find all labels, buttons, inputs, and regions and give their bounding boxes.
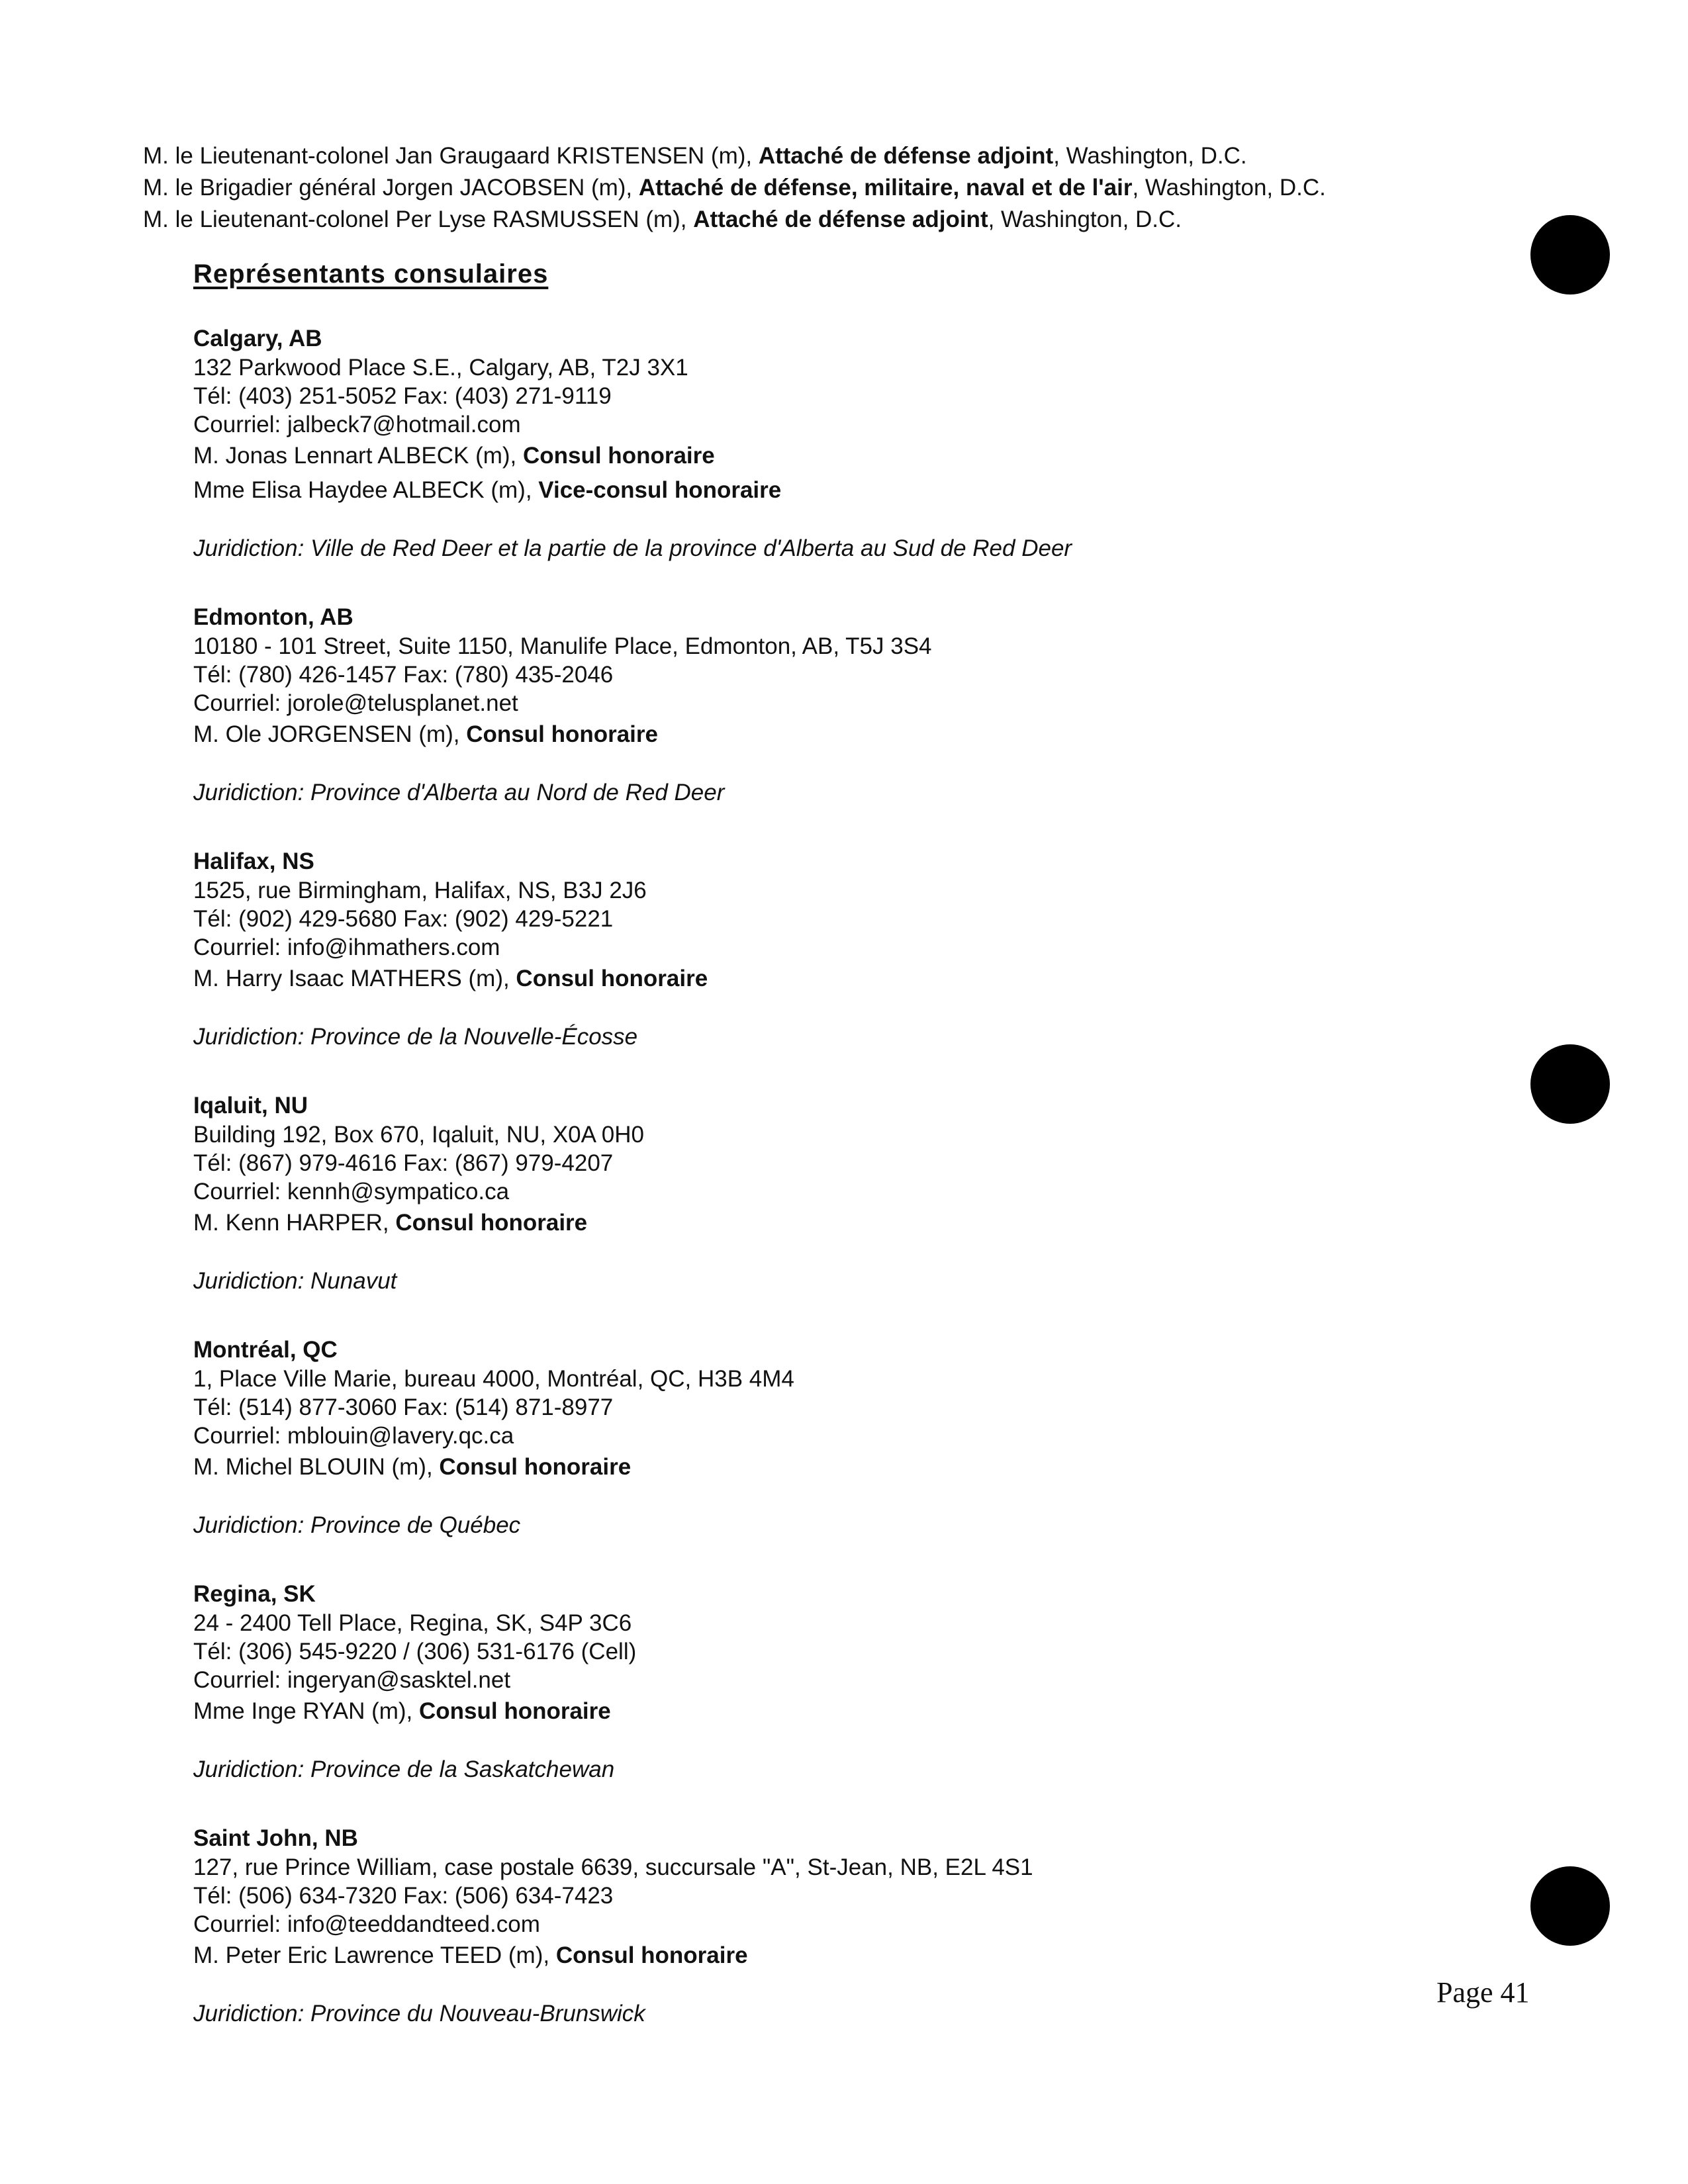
office-jurisdiction: Juridiction: Province de la Nouvelle-Écosse xyxy=(193,1024,638,1050)
office-city: Montréal, QC xyxy=(193,1337,338,1363)
person-title: Consul honoraire xyxy=(516,966,708,991)
office-phone: Tél: (780) 426-1457 Fax: (780) 435-2046 xyxy=(193,662,614,688)
person-title: Consul honoraire xyxy=(439,1454,632,1480)
attache-title: Attaché de défense adjoint xyxy=(758,143,1054,169)
office-iqaluit xyxy=(193,1091,1517,1296)
office-calgary xyxy=(193,324,1517,563)
person-title: Consul honoraire xyxy=(466,721,658,747)
person-name: M. Harry Isaac MATHERS (m), xyxy=(193,966,516,991)
office-montreal xyxy=(193,1336,1517,1540)
office-phone: Tél: (902) 429-5680 Fax: (902) 429-5221 xyxy=(193,906,614,932)
person-name: Mme Elisa Haydee ALBECK (m), xyxy=(193,477,539,503)
punch-hole-bottom xyxy=(1530,1866,1610,1946)
person-name: M. Kenn HARPER, xyxy=(193,1210,396,1236)
office-person xyxy=(193,962,1517,996)
office-edmonton xyxy=(193,603,1517,807)
person-title: Consul honoraire xyxy=(395,1210,588,1236)
attache-list xyxy=(143,140,1326,236)
office-address: 132 Parkwood Place S.E., Calgary, AB, T2J 3X1 xyxy=(193,355,688,381)
office-person xyxy=(193,1450,1517,1484)
office-halifax xyxy=(193,847,1517,1052)
office-city: Halifax, NS xyxy=(193,848,314,874)
office-email: Courriel: info@ihmathers.com xyxy=(193,934,500,960)
office-address: 10180 - 101 Street, Suite 1150, Manulife Place, Edmonton, AB, T5J 3S4 xyxy=(193,633,932,659)
consular-offices xyxy=(193,324,1517,2068)
attache-location: , Washington, D.C. xyxy=(1132,175,1326,201)
office-city: Regina, SK xyxy=(193,1581,316,1607)
office-person xyxy=(193,1938,1517,1973)
person-name: M. Peter Eric Lawrence TEED (m), xyxy=(193,1942,556,1968)
office-email: Courriel: kennh@sympatico.ca xyxy=(193,1179,510,1205)
office-jurisdiction: Juridiction: Province du Nouveau-Brunswick xyxy=(193,2001,645,2026)
person-name: M. Ole JORGENSEN (m), xyxy=(193,721,467,747)
office-city: Calgary, AB xyxy=(193,326,322,351)
attache-name: M. le Brigadier général Jorgen JACOBSEN (m), xyxy=(143,175,639,201)
office-email: Courriel: jorole@telusplanet.net xyxy=(193,690,518,716)
office-person xyxy=(193,473,1517,508)
office-address: 1, Place Ville Marie, bureau 4000, Montréal, QC, H3B 4M4 xyxy=(193,1366,794,1392)
office-email: Courriel: info@teeddandteed.com xyxy=(193,1911,540,1937)
section-title: Représentants consulaires xyxy=(193,259,549,289)
person-name: Mme Inge RYAN (m), xyxy=(193,1698,419,1724)
page-number: Page 41 xyxy=(1436,1976,1530,2009)
person-title: Vice-consul honoraire xyxy=(538,477,782,503)
person-title: Consul honoraire xyxy=(555,1942,748,1968)
office-address: 1525, rue Birmingham, Halifax, NS, B3J 2J6 xyxy=(193,878,647,903)
office-email: Courriel: ingeryan@sasktel.net xyxy=(193,1667,511,1693)
office-address: 24 - 2400 Tell Place, Regina, SK, S4P 3C6 xyxy=(193,1610,632,1636)
office-phone: Tél: (506) 634-7320 Fax: (506) 634-7423 xyxy=(193,1883,614,1909)
office-person xyxy=(193,439,1517,473)
office-phone: Tél: (514) 877-3060 Fax: (514) 871-8977 xyxy=(193,1394,614,1420)
office-saint-john xyxy=(193,1824,1517,2028)
person-title: Consul honoraire xyxy=(419,1698,611,1724)
office-jurisdiction: Juridiction: Ville de Red Deer et la partie de la province d'Alberta au Sud de Red Deer xyxy=(193,535,1072,561)
office-phone: Tél: (867) 979-4616 Fax: (867) 979-4207 xyxy=(193,1150,614,1176)
person-name: M. Michel BLOUIN (m), xyxy=(193,1454,440,1480)
attache-location: , Washington, D.C. xyxy=(1053,143,1247,169)
attache-line xyxy=(143,172,1326,204)
office-city: Edmonton, AB xyxy=(193,604,353,630)
office-address: 127, rue Prince William, case postale 6639, succursale "A", St-Jean, NB, E2L 4S1 xyxy=(193,1854,1033,1880)
attache-title: Attaché de défense, militaire, naval et de l'air xyxy=(638,175,1133,201)
office-city: Iqaluit, NU xyxy=(193,1093,308,1118)
office-phone: Tél: (403) 251-5052 Fax: (403) 271-9119 xyxy=(193,383,612,409)
office-jurisdiction: Juridiction: Province de Québec xyxy=(193,1512,521,1538)
attache-location: , Washington, D.C. xyxy=(988,206,1182,232)
office-phone: Tél: (306) 545-9220 / (306) 531-6176 (Cell) xyxy=(193,1639,637,1664)
office-person xyxy=(193,717,1517,752)
punch-hole-top xyxy=(1530,215,1610,295)
office-jurisdiction: Juridiction: Province de la Saskatchewan xyxy=(193,1756,615,1782)
attache-line xyxy=(143,140,1326,172)
office-person xyxy=(193,1694,1517,1729)
office-city: Saint John, NB xyxy=(193,1825,358,1851)
attache-line xyxy=(143,204,1326,236)
attache-title: Attaché de défense adjoint xyxy=(693,206,988,232)
person-title: Consul honoraire xyxy=(522,443,715,469)
attache-name: M. le Lieutenant-colonel Jan Graugaard KRISTENSEN (m), xyxy=(143,143,759,169)
office-email: Courriel: jalbeck7@hotmail.com xyxy=(193,412,521,437)
office-jurisdiction: Juridiction: Province d'Alberta au Nord de Red Deer xyxy=(193,780,725,805)
office-jurisdiction: Juridiction: Nunavut xyxy=(193,1268,397,1294)
person-name: M. Jonas Lennart ALBECK (m), xyxy=(193,443,523,469)
office-person xyxy=(193,1206,1517,1240)
office-address: Building 192, Box 670, Iqaluit, NU, X0A 0H0 xyxy=(193,1122,644,1148)
office-email: Courriel: mblouin@lavery.qc.ca xyxy=(193,1423,514,1449)
punch-hole-middle xyxy=(1530,1044,1610,1124)
office-regina xyxy=(193,1580,1517,1784)
attache-name: M. le Lieutenant-colonel Per Lyse RASMUSSEN (m), xyxy=(143,206,694,232)
